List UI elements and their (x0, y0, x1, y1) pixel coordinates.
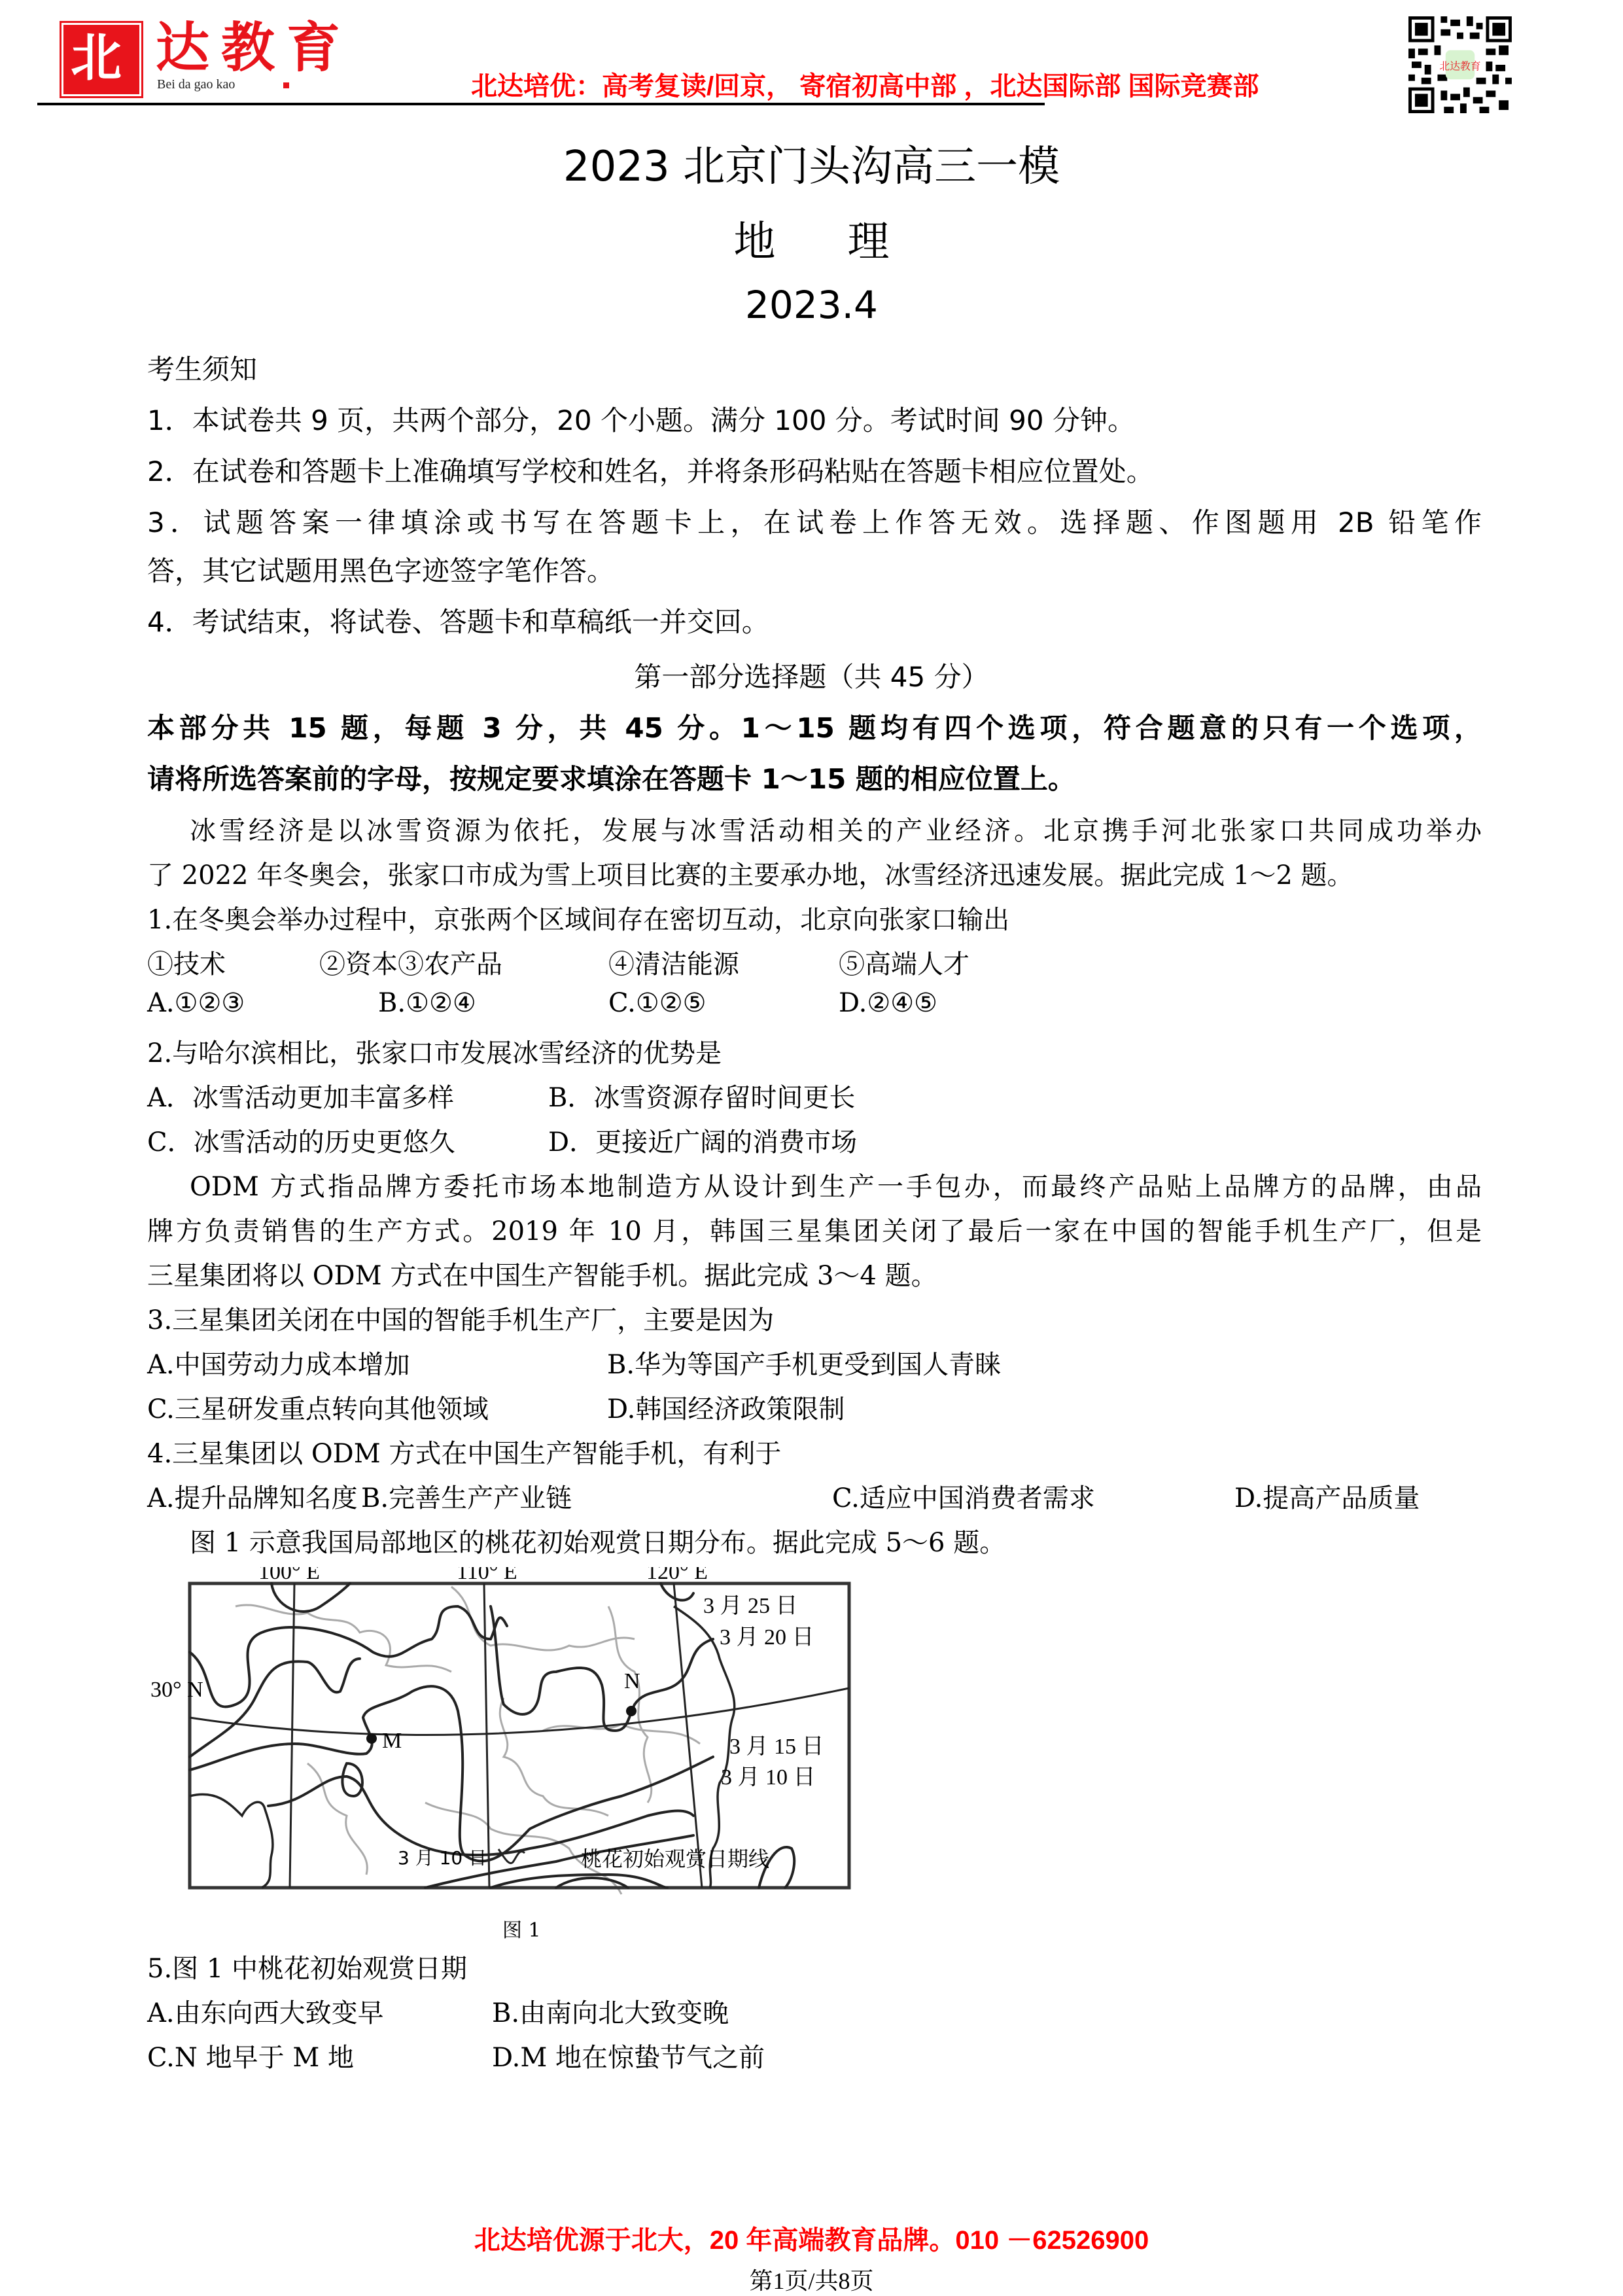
q1-option-d[interactable]: D.②④⑤ (839, 988, 937, 1018)
q2-option-c[interactable]: C．冰雪活动的历史更悠久 (147, 1127, 455, 1157)
q5-option-b[interactable]: B.由南向北大致变晚 (492, 1998, 729, 2028)
passage-text: 牌方负责销售的生产方式。2019 年 10 月，韩国三星集团关闭了最后一家在中国的智能手机生产厂，但是 (147, 1216, 1482, 1246)
header-slogan: 北达培优：高考复读/回京， 寄宿初高中部 ，北达国际部 国际竞赛部 (471, 72, 1259, 101)
question-stem: 5.图 1 中桃花初始观赏日期 (147, 1954, 468, 1984)
section-intro: 请将所选答案前的字母，按规定要求填涂在答题卡 1～15 题的相应位置上。 (147, 763, 1075, 795)
subject-title: 地理 (733, 218, 962, 266)
qr-label: 北达教育 (1439, 60, 1481, 73)
q4-option-c[interactable]: C.适应中国消费者需求 (832, 1483, 1095, 1513)
notice-item: 2．在试卷和答题卡上准确填写学校和姓名，并将条形码粘贴在答题卡相应位置处。 (147, 455, 1154, 487)
logo-square-icon (283, 82, 289, 88)
q3-option-d[interactable]: D.韩国经济政策限制 (607, 1394, 845, 1424)
exam-date: 2023.4 (745, 283, 878, 327)
notice-item: 4．考试结束，将试卷、答题卡和草稿纸一并交回。 (147, 606, 769, 638)
question-stem: 4.三星集团以 ODM 方式在中国生产智能手机，有利于 (147, 1439, 782, 1469)
point-label-m: M (382, 1729, 402, 1753)
q1-item: ①技术 (147, 949, 226, 980)
q3-option-c[interactable]: C.三星研发重点转向其他领域 (147, 1394, 489, 1424)
passage-text: 了 2022 年冬奥会，张家口市成为雪上项目比赛的主要承办地，冰雪经济迅速发展。据此完成 1～2 题。 (147, 860, 1353, 891)
question-stem: 1.在冬奥会举办过程中，京张两个区域间存在密切互动，北京向张家口输出 (147, 905, 1010, 935)
isoline-label: 3 月 10 日 (721, 1765, 816, 1790)
logo-text: 达教育 (156, 16, 353, 79)
footer-slogan: 北达培优源于北大，20 年高端教育品牌。010 －62526900 (474, 2226, 1149, 2255)
question-stem: 2.与哈尔滨相比，张家口市发展冰雪经济的优势是 (147, 1038, 722, 1069)
isoline-label: 3 月 20 日 (720, 1625, 814, 1650)
q2-option-b[interactable]: B．冰雪资源存留时间更长 (548, 1083, 856, 1113)
q2-option-a[interactable]: A．冰雪活动更加丰富多样 (147, 1083, 454, 1113)
logo-subtitle: Bei da gao kao (157, 77, 236, 92)
notice-item: 3．试题答案一律填涂或书写在答题卡上，在试卷上作答无效。选择题、作图题用 2B 铅笔作 (147, 506, 1482, 539)
lon-label: 120° E (646, 1567, 708, 1584)
q1-item: ④清洁能源 (608, 949, 739, 980)
lon-label: 110° E (457, 1567, 517, 1584)
notice-heading: 考生须知 (147, 353, 258, 385)
notice-item: 1．本试卷共 9 页，共两个部分，20 个小题。满分 100 分。考试时间 90 分钟。 (147, 404, 1135, 436)
isoline-label: 3 月 25 日 (703, 1594, 798, 1618)
point-m-marker (366, 1733, 377, 1744)
passage-text: 图 1 示意我国局部地区的桃花初始观赏日期分布。据此完成 5～6 题。 (190, 1528, 1006, 1558)
section-intro: 本部分共 15 题，每题 3 分，共 45 分。1～15 题均有四个选项，符合题意的只有一个选项， (147, 712, 1482, 744)
header-divider (37, 103, 1045, 105)
question-stem: 3.三星集团关闭在中国的智能手机生产厂，主要是因为 (147, 1305, 775, 1335)
point-label-n: N (624, 1669, 640, 1693)
qr-code-icon (1408, 16, 1512, 113)
q4-option-a[interactable]: A.提升品牌知名度 (147, 1483, 358, 1513)
q3-option-a[interactable]: A.中国劳动力成本增加 (147, 1350, 410, 1380)
passage-text: 冰雪经济是以冰雪资源为依托，发展与冰雪活动相关的产业经济。北京携手河北张家口共同成功举办 (190, 816, 1482, 846)
exam-title: 2023 北京门头沟高三一模 (563, 143, 1060, 191)
lat-label: 30° N (150, 1678, 203, 1702)
q5-option-a[interactable]: A.由东向西大致变早 (147, 1998, 384, 2028)
legend-sample-label: 3 月 10 日 (398, 1847, 487, 1869)
page-number: 第1页/共8页 (749, 2268, 874, 2294)
logo-mark (63, 25, 139, 94)
q5-option-c[interactable]: C.N 地早于 M 地 (147, 2043, 354, 2073)
q1-item: ⑤高端人才 (839, 949, 969, 980)
q2-option-d[interactable]: D．更接近广阔的消费市场 (548, 1127, 858, 1157)
q5-option-d[interactable]: D.M 地在惊蛰节气之前 (492, 2043, 765, 2073)
q1-option-c[interactable]: C.①②⑤ (608, 988, 707, 1018)
notice-item-continued: 答，其它试题用黑色字迹签字笔作答。 (147, 555, 615, 587)
logo-mark-text: 北 (71, 29, 122, 88)
isoline-legend-icon (497, 1844, 526, 1867)
q1-option-b[interactable]: B.①②④ (378, 988, 476, 1018)
legend-text: 桃花初始观赏日期线 (581, 1846, 770, 1871)
q4-option-b[interactable]: B.完善生产产业链 (361, 1483, 572, 1513)
q4-option-d[interactable]: D.提高产品质量 (1234, 1483, 1420, 1513)
figure-caption: 图 1 (502, 1919, 541, 1942)
q1-item: ②资本③农产品 (319, 949, 502, 980)
passage-text: 三星集团将以 ODM 方式在中国生产智能手机。据此完成 3～4 题。 (147, 1261, 937, 1291)
section-heading: 第一部分选择题（共 45 分） (634, 661, 989, 693)
isoline-label: 3 月 15 日 (729, 1735, 824, 1759)
lon-label: 100° E (258, 1567, 320, 1584)
point-n-marker (626, 1706, 637, 1716)
passage-text: ODM 方式指品牌方委托市场本地制造方从设计到生产一手包办，而最终产品贴上品牌方的品牌，由品 (190, 1172, 1482, 1202)
q1-option-a[interactable]: A.①②③ (147, 988, 245, 1018)
q3-option-b[interactable]: B.华为等国产手机更受到国人青睐 (607, 1350, 1002, 1380)
